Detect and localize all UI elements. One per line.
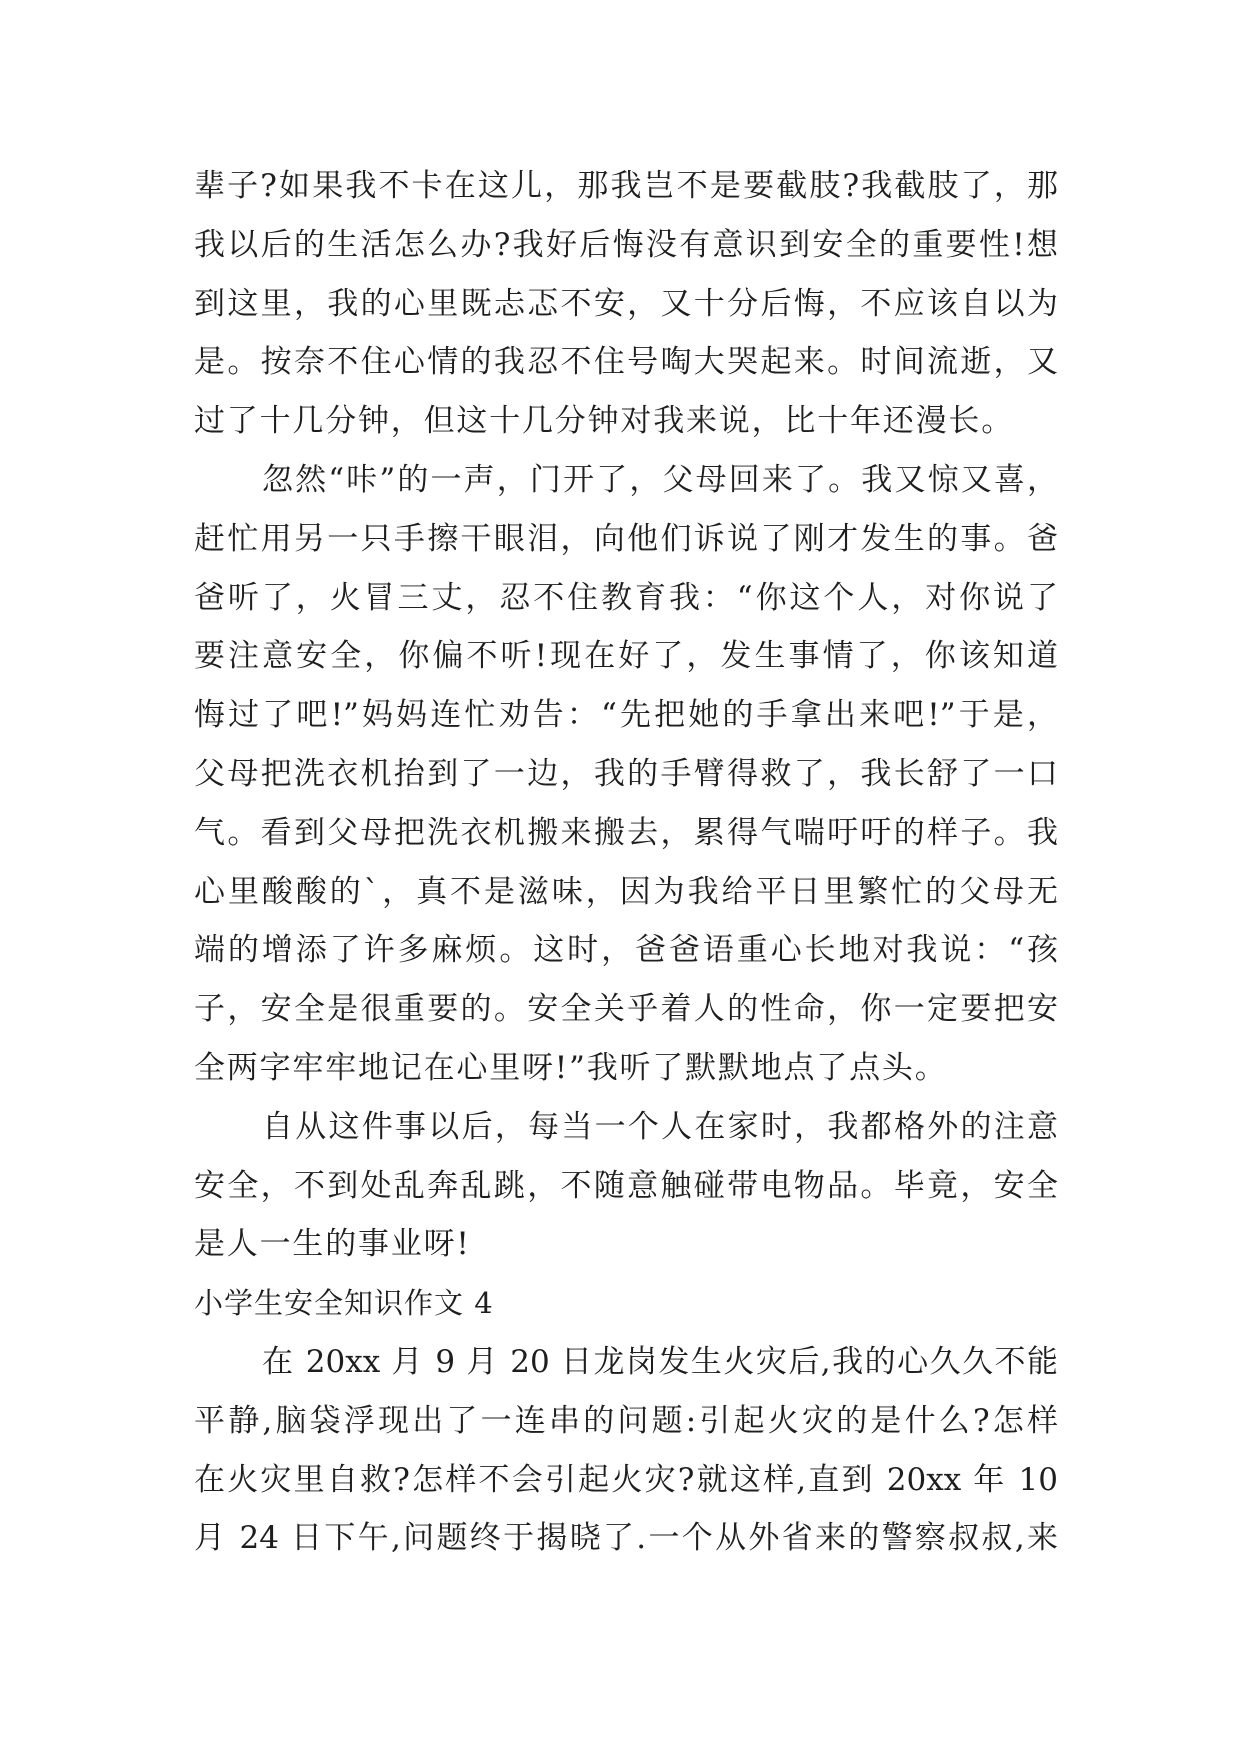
text-line: 自从这件事以后，每当一个人在家时，我都格外的注意: [262, 1108, 1058, 1145]
text-line: 要注意安全，你偏不听!现在好了，发生事情了，你该知道: [194, 638, 1058, 675]
text-line: 是人一生的事业呀!: [194, 1226, 471, 1263]
paragraph: [194, 1333, 1058, 1568]
text-line: 是。按奈不住心情的我忍不住号啕大哭起来。时间流逝，又: [194, 344, 1058, 381]
text-line: 子，安全是很重要的。安全关乎着人的性命，你一定要把安: [194, 991, 1058, 1028]
text-line: 端的增添了许多麻烦。这时，爸爸语重心长地对我说：“孩: [194, 932, 1058, 969]
text-line: 赶忙用另一只手擦干眼泪，向他们诉说了刚才发生的事。爸: [194, 520, 1058, 557]
text-line: 安全，不到处乱奔乱跳，不随意触碰带电物品。毕竟，安全: [194, 1167, 1058, 1204]
text-line: 心里酸酸的`，真不是滋味，因为我给平日里繁忙的父母无: [194, 873, 1058, 910]
text-line: 悔过了吧!”妈妈连忙劝告：“先把她的手拿出来吧!”于是，: [194, 697, 1058, 734]
text-line: 在 20xx 月 9 月 20 日龙岗发生火灾后,我的心久久不能: [262, 1343, 1058, 1380]
paragraph: [194, 157, 1058, 451]
text-line: 到这里，我的心里既忐忑不安，又十分后悔，不应该自以为: [194, 285, 1058, 322]
text-line: 月 24 日下午,问题终于揭晓了.一个从外省来的警察叔叔,来: [194, 1520, 1058, 1557]
text-line: 爸听了，火冒三丈，忍不住教育我：“你这个人，对你说了: [194, 579, 1058, 616]
text-line: 气。看到父母把洗衣机搬来搬去，累得气喘吁吁的样子。我: [194, 814, 1058, 851]
text-line: 平静,脑袋浮现出了一连串的问题:引起火灾的是什么?怎样: [194, 1402, 1058, 1439]
section-heading: 小学生安全知识作文 4: [194, 1286, 494, 1321]
text-line: 过了十几分钟，但这十几分钟对我来说，比十年还漫长。: [194, 403, 1014, 440]
text-line: 全两字牢牢地记在心里呀!”我听了默默地点了点头。: [194, 1049, 948, 1086]
text-line: 我以后的生活怎么办?我好后悔没有意识到安全的重要性!想: [194, 226, 1058, 263]
paragraph: [194, 1098, 1058, 1274]
text-column: [194, 157, 1058, 1568]
text-line: 辈子?如果我不卡在这儿，那我岂不是要截肢?我截肢了，那: [194, 168, 1058, 204]
paragraph: [194, 451, 1058, 1098]
text-line: 在火灾里自救?怎样不会引起火灾?就这样,直到 20xx 年 10: [194, 1461, 1058, 1498]
text-line: 父母把洗衣机抬到了一边，我的手臂得救了，我长舒了一口: [194, 755, 1058, 792]
text-line: 忽然“咔”的一声，门开了，父母回来了。我又惊又喜，: [262, 461, 1058, 498]
